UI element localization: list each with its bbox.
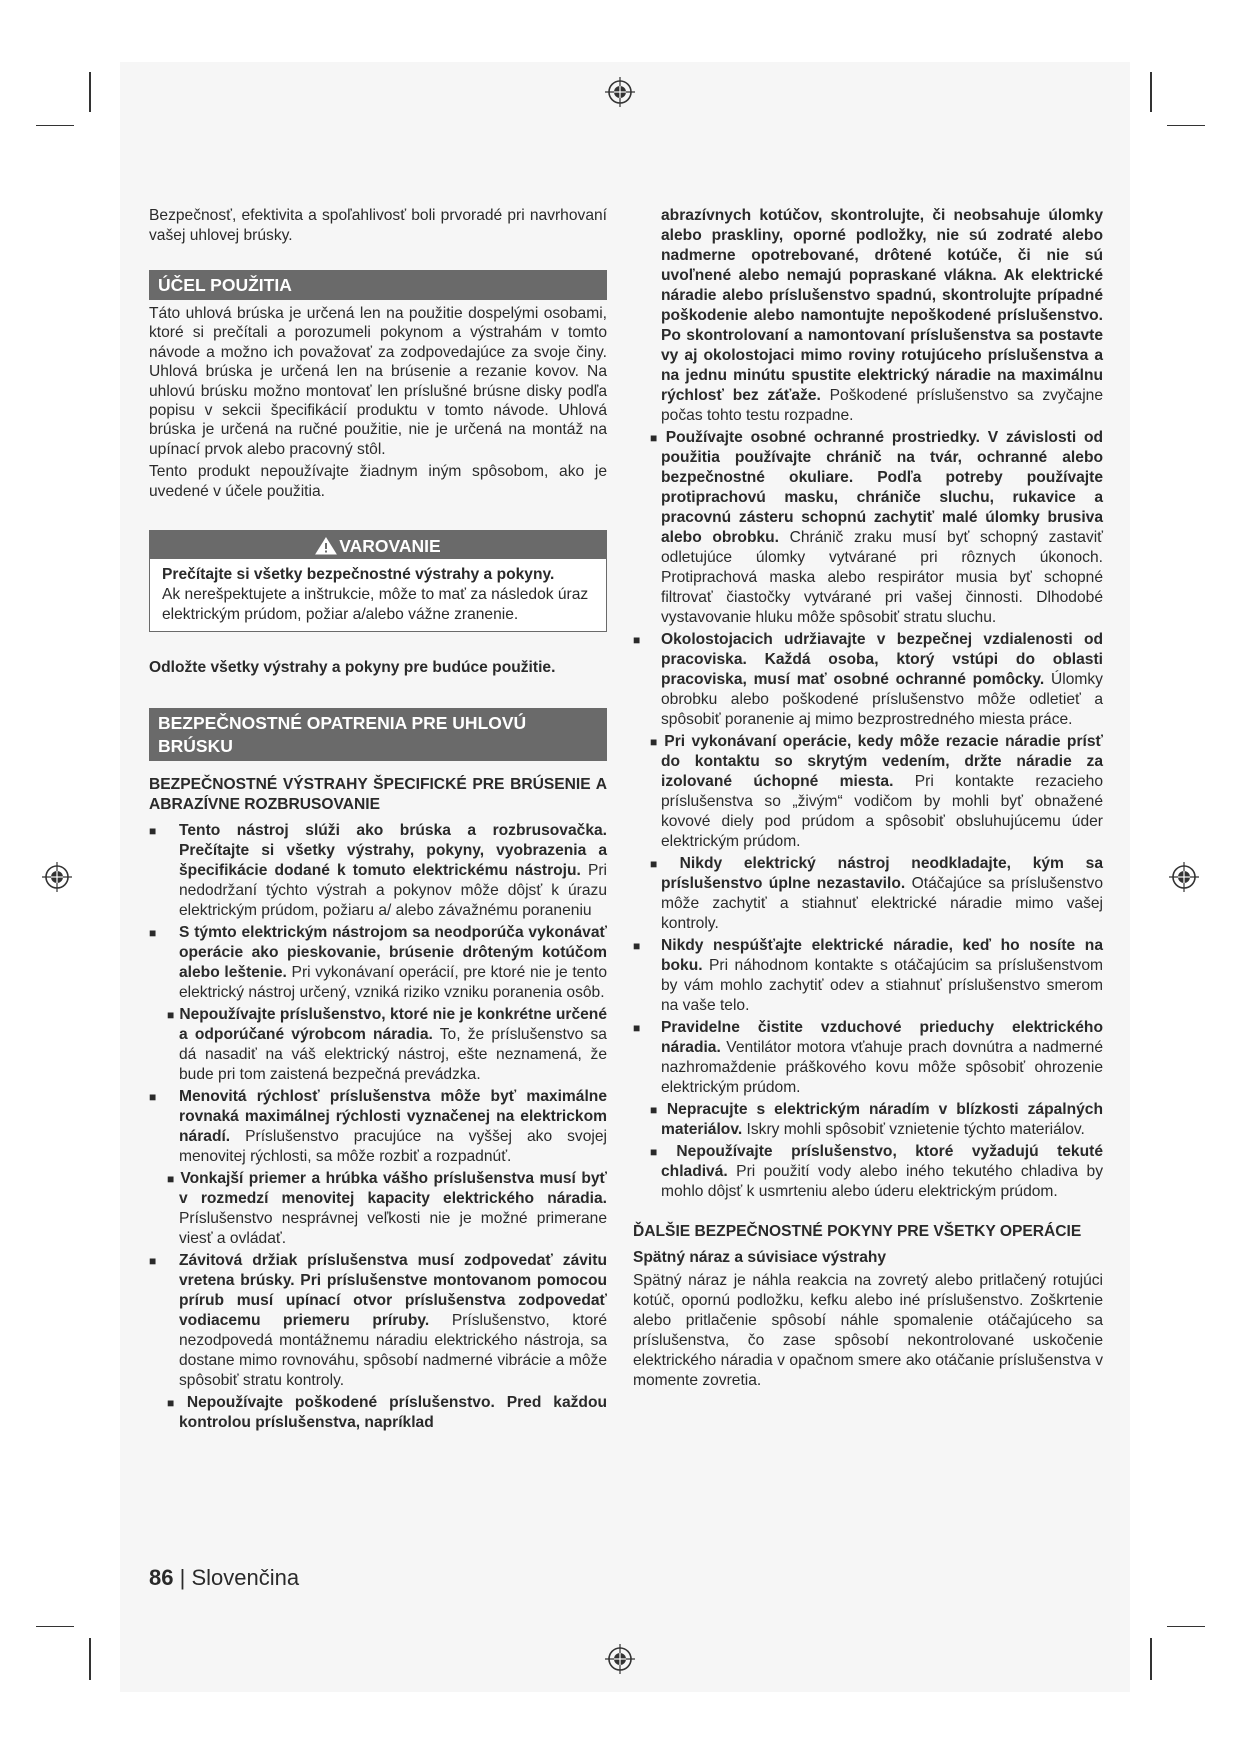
additional-safety-subheading: ĎALŠIE BEZPEČNOSTNÉ POKYNY PRE VŠETKY OPERÁCIE [633, 1223, 1082, 1240]
list-item: ■ Nepoužívajte príslušenstvo, ktoré vyžadujú tekuté chladivá. Pri použití vody alebo iného tekutého chladiva by mohlo dôjsť k usmrteniu alebo úderu elektrickým prúdom. [650, 1143, 1103, 1200]
keep-instructions-note: Odložte všetky výstrahy a pokyny pre budúce použitie. [149, 659, 556, 677]
warning-body [150, 559, 606, 631]
safety-subheading: BEZPEČNOSTNÉ VÝSTRAHY ŠPECIFICKÉ PRE BRÚSENIE A ABRAZÍVNE ROZBRUSOVANIE [149, 776, 607, 814]
warning-title: VAROVANIE [339, 536, 441, 557]
list-item: ■ Tento nástroj slúži ako brúska a rozbrusovačka. Prečítajte si všetky výstrahy, pokyny, vyobrazenia a špecifikácie dodané k tomuto elektrickému nástroju. Pri nedodržaní týchto výstrah a pokynov môže dôjsť k úrazu elektrickým prúdom, požiaru a/ alebo závažnému poraneniu [149, 821, 607, 921]
list-item: ■ Nikdy nespúšťajte elektrické náradie, keď ho nosíte na boku. Pri náhodnom kontakte s otáčajúcim sa príslušenstvom by vám mohlo zachytiť odev a stiahnuť príslušenstvo smerom na vaše telo. [633, 936, 1103, 1016]
list-item: ■ Menovitá rýchlosť príslušenstva môže byť maximálne rovnaká maximálnej rýchlosti vyznačenej na elektrickom náradí. Príslušenstvo pracujúce na vyššej ako svojej menovitej rýchlosti, sa môže rozbiť a rozpadnúť. [149, 1087, 607, 1167]
purpose-paragraph-2: Tento produkt nepoužívajte žiadnym iným spôsobom, ako je uvedené v účele použitia. [149, 463, 607, 501]
page-number: 86 [149, 1565, 174, 1590]
warning-triangle-icon [315, 537, 337, 555]
crop-mark [36, 1626, 74, 1627]
crop-mark [36, 125, 74, 126]
continued-item: abrazívnych kotúčov, skontrolujte, či neobsahuje úlomky alebo praskliny, oporné podložky, nie sú zodraté alebo nadmerne opotrebované, drôtené kotúče, či nie sú uvoľnené alebo nemajú popraskané vlákna. Ak elektrické náradie alebo príslušenstvo spadnú, skontrolujte prípadné poškodenie alebo namontujte nepoškodené príslušenstvo. Po skontrolovaní a namontovaní príslušenstva sa postavte vy aj okolostojaci mimo roviny rotujúceho príslušenstva a na jednu minútu spustite elektrický náradie na maximálnu rýchlosť bez záťaže. Poškodené príslušenstvo sa zvyčajne počas tohto testu rozpadne. [661, 207, 1104, 424]
list-item: ■ Používajte osobné ochranné prostriedky. V závislosti od použitia používajte chránič na tvár, ochranné alebo bezpečnostné okuliare. Podľa potreby používajte protiprachovú masku, chrániče sluchu, rukavice a pracovnú zásteru schopnú zachytiť malé úlomky brusiva alebo obrobku. Chránič zraku musí byť schopný zastaviť odletujúce úlomky vytvárané pri rôznych úkonoch. Protiprachová maska alebo respirátor musia byť schopné filtrovať čiastočky vytvárané pri vašej činnosti. Dlhodobé vystavovanie hluku môže spôsobiť stratu sluchu. [650, 429, 1103, 626]
crop-mark [89, 72, 91, 112]
list-item: ■ Nikdy elektrický nástroj neodkladajte, kým sa príslušenstvo úplne nezastavilo. Otáčajúce sa príslušenstvo môže zachytiť a stiahnuť elektrické náradie mimo vašej kontroly. [650, 855, 1104, 932]
left-column [149, 206, 607, 1433]
right-column [633, 206, 1103, 1391]
crop-mark [89, 1638, 91, 1680]
crop-mark [1167, 1626, 1205, 1627]
list-item: ■ Pri vykonávaní operácie, kedy môže rezacie náradie prísť do kontaktu so skrytým vedením, držte náradie za izolované úchopné miesta. Pri kontakte rezacieho príslušenstva so „živým“ vodičom by mohli byť obnažené kovové diely pod prúdom a spôsobiť obsluhujúcemu úder elektrickým prúdom. [650, 733, 1104, 850]
section-heading-safety: BEZPEČNOSTNÉ OPATRENIA PRE UHLOVÚ BRÚSKU [149, 708, 607, 761]
section-heading-purpose: ÚČEL POUŽITIA [149, 270, 607, 300]
warning-text: Ak nerešpektujete a inštrukcie, môže to mať za následok úraz elektrickým prúdom, požiar a/alebo vážne zranenie. [162, 586, 589, 624]
warning-bold-text: Prečítajte si všetky bezpečnostné výstrahy a pokyny. [162, 566, 555, 584]
purpose-paragraph: Táto uhlová brúska je určená len na použitie dospelými osobami, ktoré si prečítali a porozumeli pokynom a výstrahám v tomto návode a možno ich považovať za zodpovedajúce za svoje činy. Uhlová brúska je určená len na brúsenie a rezanie kovov. Na uhlovú brúsku možno montovať len príslušné brúsne disky podľa popisu v sekcii špecifikácií produktu v tomto návode. Uhlová brúska je určená na ručné použitie, nie je určená na montáž na upínací prvok alebo pracovný stôl. [149, 305, 607, 458]
crop-mark [1150, 72, 1152, 112]
footer-separator: | [179, 1565, 186, 1590]
list-item: ■ Závitová držiak príslušenstva musí zodpovedať závitu vretena brúsky. Pri príslušenstve montovanom pomocou prírub musí upínací otvor príslušenstva zodpovedať vodiacemu priemeru príruby. Príslušenstvo, ktoré nezodpovedá montážnemu náradiu elektrického nástroja, sa dostane mimo rovnováhu, spôsobí nadmerné vibrácie a môže spôsobiť stratu kontroly. [149, 1251, 607, 1391]
list-item: ■ Nepoužívajte príslušenstvo, ktoré nie je konkrétne určené a odporúčané výrobcom náradia. To, že príslušenstvo sa dá nasadiť na váš elektrický nástroj, ešte neznamená, že bude pri tom zaistená bezpečná prevádzka. [167, 1006, 607, 1084]
kickback-subheading: Spätný náraz a súvisiace výstrahy [633, 1249, 887, 1266]
list-item: ■ Vonkajší priemer a hrúbka vášho príslušenstva musí byť v rozmedzí menovitej kapacity elektrického náradia. Príslušenstvo nesprávnej veľkosti nie je možné primerane viesť a ovládať. [167, 1170, 608, 1248]
footer-language: Slovenčina [191, 1565, 300, 1590]
registration-mark-icon [603, 1642, 637, 1676]
registration-mark-icon [603, 75, 637, 109]
page-footer [149, 1565, 299, 1591]
registration-mark-icon [40, 860, 74, 894]
kickback-paragraph: Spätný náraz je náhla reakcia na zovretý alebo pritlačený rotujúci kotúč, opornú podložku, kefku alebo iné príslušenstvo. Zoškrtenie alebo pritlačenie spôsobí náhle spomalenie otáčajúceho sa príslušenstva, čo zase spôsobí nekontrolované uskočenie elektrického náradia v opačnom smere ako otáčanie príslušenstva v momente zovretia. [633, 1272, 1103, 1389]
warning-box [149, 530, 607, 632]
list-item: ■ Okolostojacich udržiavajte v bezpečnej vzdialenosti od pracoviska. Každá osoba, ktorý vstúpi do oblasti pracoviska, musí mať osobné ochranné pomôcky. Úlomky obrobku alebo poškodené príslušenstvo môže odletieť a spôsobiť poranenie aj mimo bezprostredného miesta práce. [633, 630, 1103, 730]
crop-mark [1167, 125, 1205, 126]
crop-mark [1150, 1638, 1152, 1680]
list-item: ■ Nepoužívajte poškodené príslušenstvo. Pred každou kontrolou príslušenstva, napríklad [167, 1394, 607, 1432]
warning-header [150, 531, 606, 559]
intro-paragraph: Bezpečnosť, efektivita a spoľahlivosť boli prvoradé pri navrhovaní vašej uhlovej brúsky. [149, 207, 607, 244]
list-item: ■ Nepracujte s elektrickým náradím v blízkosti zápalných materiálov. Iskry mohli spôsobiť vznietenie týchto materiálov. [650, 1101, 1104, 1138]
list-item: ■ Pravidelne čistite vzduchové prieduchy elektrického náradia. Ventilátor motora vťahuje prach dovnútra a nadmerné nazhromaždenie práškového kovu môže spôsobiť ohrozenie elektrickým prúdom. [633, 1018, 1103, 1098]
registration-mark-icon [1167, 860, 1201, 894]
list-item: ■ S týmto elektrickým nástrojom sa neodporúča vykonávať operácie ako pieskovanie, brúsenie drôteným kotúčom alebo leštenie. Pri vykonávaní operácií, pre ktoré nie je tento elektrický nástroj určený, vzniká riziko vzniku poranenia osôb. [149, 923, 607, 1003]
